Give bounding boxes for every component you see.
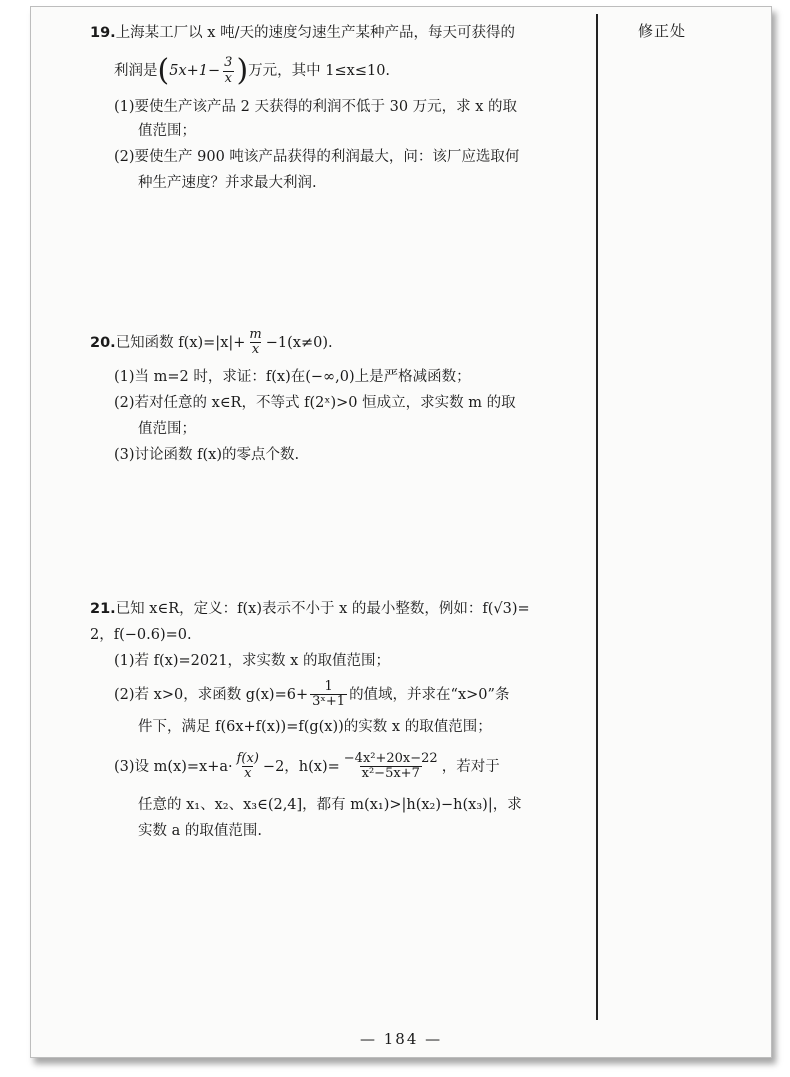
problem-20-part-2: (2)若对任意的 x∈R，不等式 f(2ˣ)>0 恒成立，求实数 m 的取 (114, 395, 516, 411)
problem-21-part-2 (114, 680, 509, 710)
problem-21-part-3-end: 实数 a 的取值范围. (138, 823, 262, 839)
fraction-denominator: x²−5x+7 (361, 766, 420, 782)
fraction (247, 328, 263, 358)
problem-number: 21. (90, 601, 116, 617)
problem-19-line-1 (90, 24, 515, 43)
fraction-denominator: x (251, 342, 260, 358)
problem-text: (2)若 x>0，求函数 g(x)=6+ (114, 686, 309, 703)
fraction-denominator: x (244, 766, 252, 782)
problem-text: 已知函数 f(x)=|x|+ (115, 334, 246, 351)
page-number: — 184 — (360, 1030, 443, 1048)
fraction-numerator: 1 (324, 679, 333, 694)
problem-21-part-3 (114, 752, 500, 782)
fraction-numerator: m (249, 327, 262, 342)
problem-20-part-3: (3)讨论函数 f(x)的零点个数. (114, 447, 300, 463)
problem-21-part-1: (1)若 f(x)=2021，求实数 x 的取值范围； (114, 653, 390, 669)
right-paren: ) (236, 53, 249, 88)
problem-number: 20. (90, 334, 116, 351)
fraction-denominator: 3ˣ+1 (312, 694, 346, 710)
fraction-numerator: −4x²+20x−22 (343, 751, 438, 766)
fraction-numerator: f(x) (236, 751, 259, 766)
problem-19-part-1: (1)要使生产该产品 2 天获得的利润不低于 30 万元，求 x 的取 (114, 99, 518, 115)
problem-20-part-1: (1)当 m=2 时，求证：f(x)在(−∞,0)上是严格减函数； (114, 369, 471, 385)
problem-21-line-1 (90, 600, 530, 619)
problem-text: (3)设 m(x)=x+a· (114, 758, 233, 775)
problem-19-line-2 (114, 53, 391, 88)
left-paren: ( (157, 53, 170, 88)
problem-21-line-2: 2，f(−0.6)=0. (90, 627, 192, 643)
problem-text: −2，h(x)= (262, 758, 340, 775)
fraction (235, 752, 261, 782)
problem-19-part-1-cont: 值范围； (138, 123, 196, 139)
problem-19-part-2-cont: 种生产速度？并求最大利润. (138, 175, 317, 191)
problem-text: 的值域，并求在“x>0”条 (349, 686, 510, 703)
problem-text: 上海某工厂以 x 吨/天的速度匀速生产某种产品，每天可获得的 (115, 25, 515, 41)
problem-20-line-1 (90, 328, 333, 358)
fraction-numerator: 3 (224, 55, 233, 71)
problem-text: 已知 x∈R，定义：f(x)表示不小于 x 的最小整数，例如：f(√3)= (115, 601, 530, 617)
correction-column-label: 修正处 (638, 22, 687, 40)
problem-text: −1(x≠0). (265, 334, 333, 351)
problem-19-part-2: (2)要使生产 900 吨该产品获得的利润最大，问：该厂应选取何 (114, 149, 520, 165)
fraction (342, 752, 440, 782)
margin-divider (596, 14, 598, 1020)
problem-21-part-3-cont: 任意的 x₁、x₂、x₃∈(2,4]，都有 m(x₁)>|h(x₂)−h(x₃)|，求 (138, 797, 522, 813)
problem-20-part-2-cont: 值范围； (138, 421, 196, 437)
fraction (310, 680, 347, 710)
fraction (222, 56, 234, 86)
math-expr: 5x+1− (169, 63, 221, 79)
problem-number: 19. (90, 25, 116, 41)
problem-text: ，若对于 (441, 758, 500, 775)
problem-21-part-2-cont: 件下，满足 f(6x+f(x))=f(g(x))的实数 x 的取值范围； (138, 719, 492, 735)
problem-text: 万元，其中 1≤x≤10. (248, 63, 391, 79)
fraction-denominator: x (224, 70, 232, 86)
problem-text: 利润是 (114, 63, 158, 79)
